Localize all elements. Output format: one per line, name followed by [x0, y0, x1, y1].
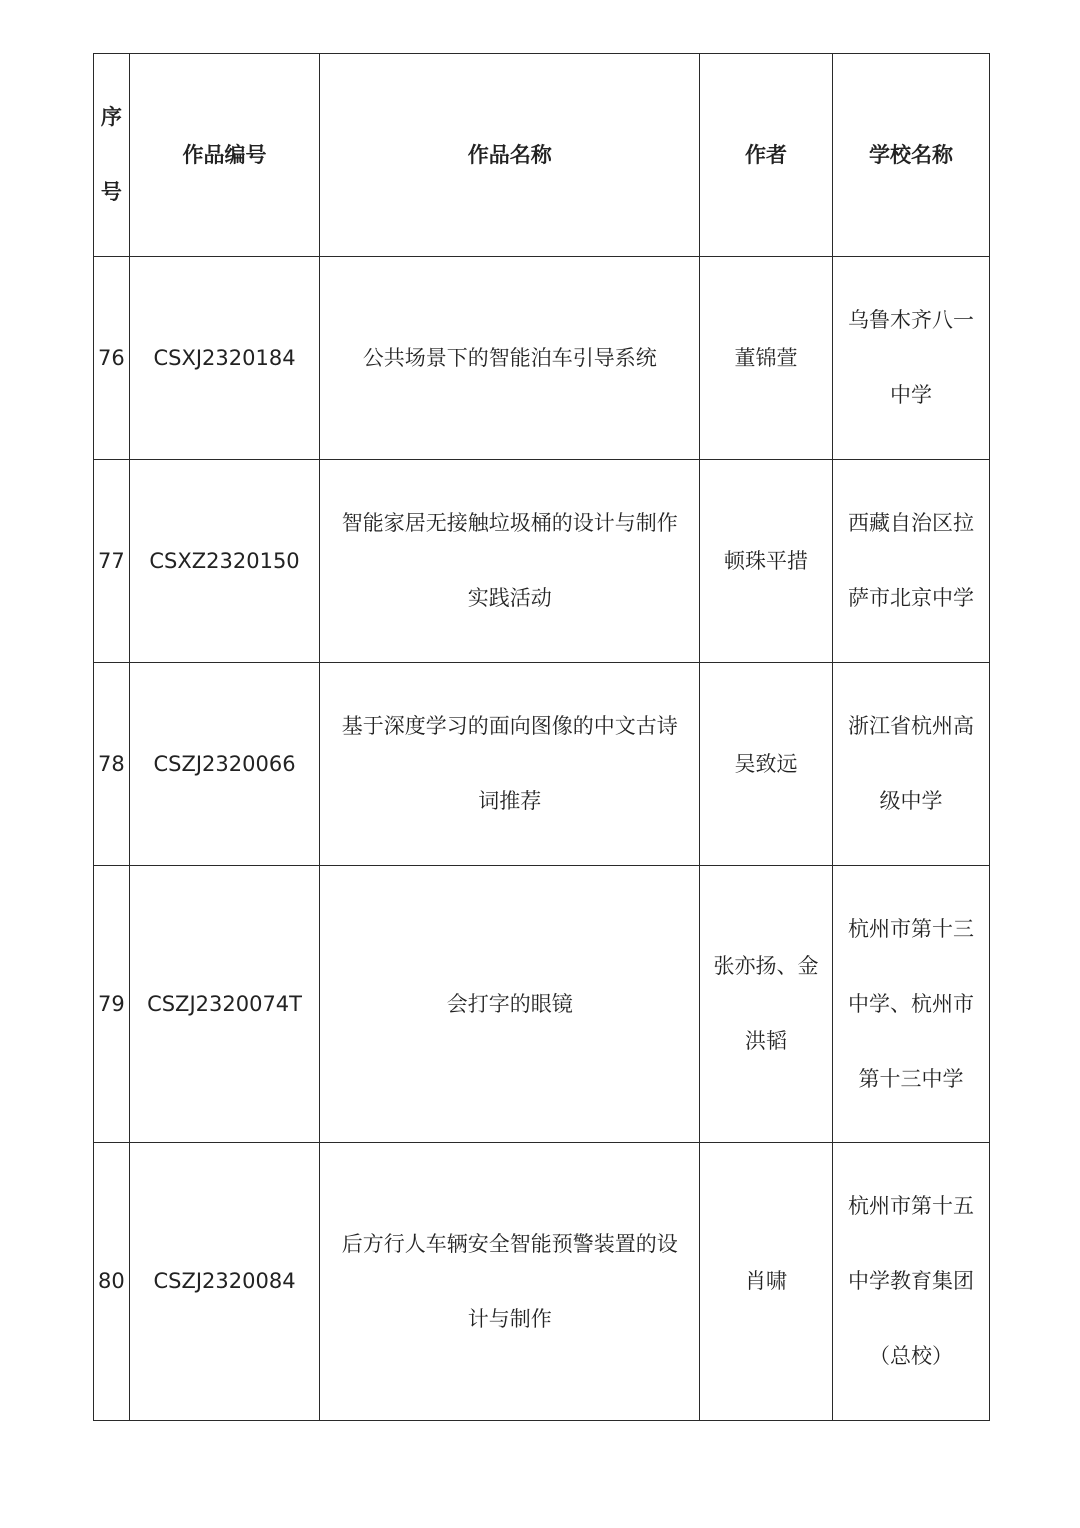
row-school: 杭州市第十五中学教育集团（总校）	[832, 1143, 989, 1421]
row-author: 顿珠平措	[700, 460, 833, 663]
row-no: 80	[94, 1143, 130, 1421]
row-author: 吴致远	[700, 663, 833, 866]
row-school: 浙江省杭州高级中学	[832, 663, 989, 866]
row-author: 肖啸	[700, 1143, 833, 1421]
table-row	[94, 460, 990, 663]
row-code: CSZJ2320074T	[129, 866, 320, 1143]
row-code: CSXZ2320150	[129, 460, 320, 663]
table-row	[94, 866, 990, 1143]
header-no-line1: 序	[100, 105, 122, 129]
row-title: 公共场景下的智能泊车引导系统	[320, 257, 700, 460]
table-header-row	[94, 54, 990, 257]
row-no: 78	[94, 663, 130, 866]
header-no	[94, 54, 130, 257]
row-no: 76	[94, 257, 130, 460]
row-school: 乌鲁木齐八一中学	[832, 257, 989, 460]
table-row	[94, 257, 990, 460]
row-title: 后方行人车辆安全智能预警装置的设计与制作	[320, 1143, 700, 1421]
header-author: 作者	[700, 54, 833, 257]
row-no: 79	[94, 866, 130, 1143]
row-author: 董锦萱	[700, 257, 833, 460]
row-code: CSZJ2320066	[129, 663, 320, 866]
table-row	[94, 663, 990, 866]
header-school: 学校名称	[832, 54, 989, 257]
header-title: 作品名称	[320, 54, 700, 257]
row-school: 西藏自治区拉萨市北京中学	[832, 460, 989, 663]
row-code: CSZJ2320084	[129, 1143, 320, 1421]
table-row	[94, 1143, 990, 1421]
row-title: 会打字的眼镜	[320, 866, 700, 1143]
award-table	[93, 53, 990, 1421]
header-code: 作品编号	[129, 54, 320, 257]
row-code: CSXJ2320184	[129, 257, 320, 460]
row-title: 基于深度学习的面向图像的中文古诗词推荐	[320, 663, 700, 866]
row-author: 张亦扬、金洪韬	[700, 866, 833, 1143]
row-title: 智能家居无接触垃圾桶的设计与制作实践活动	[320, 460, 700, 663]
header-no-line2: 号	[100, 180, 122, 204]
row-school: 杭州市第十三中学、杭州市第十三中学	[832, 866, 989, 1143]
row-no: 77	[94, 460, 130, 663]
